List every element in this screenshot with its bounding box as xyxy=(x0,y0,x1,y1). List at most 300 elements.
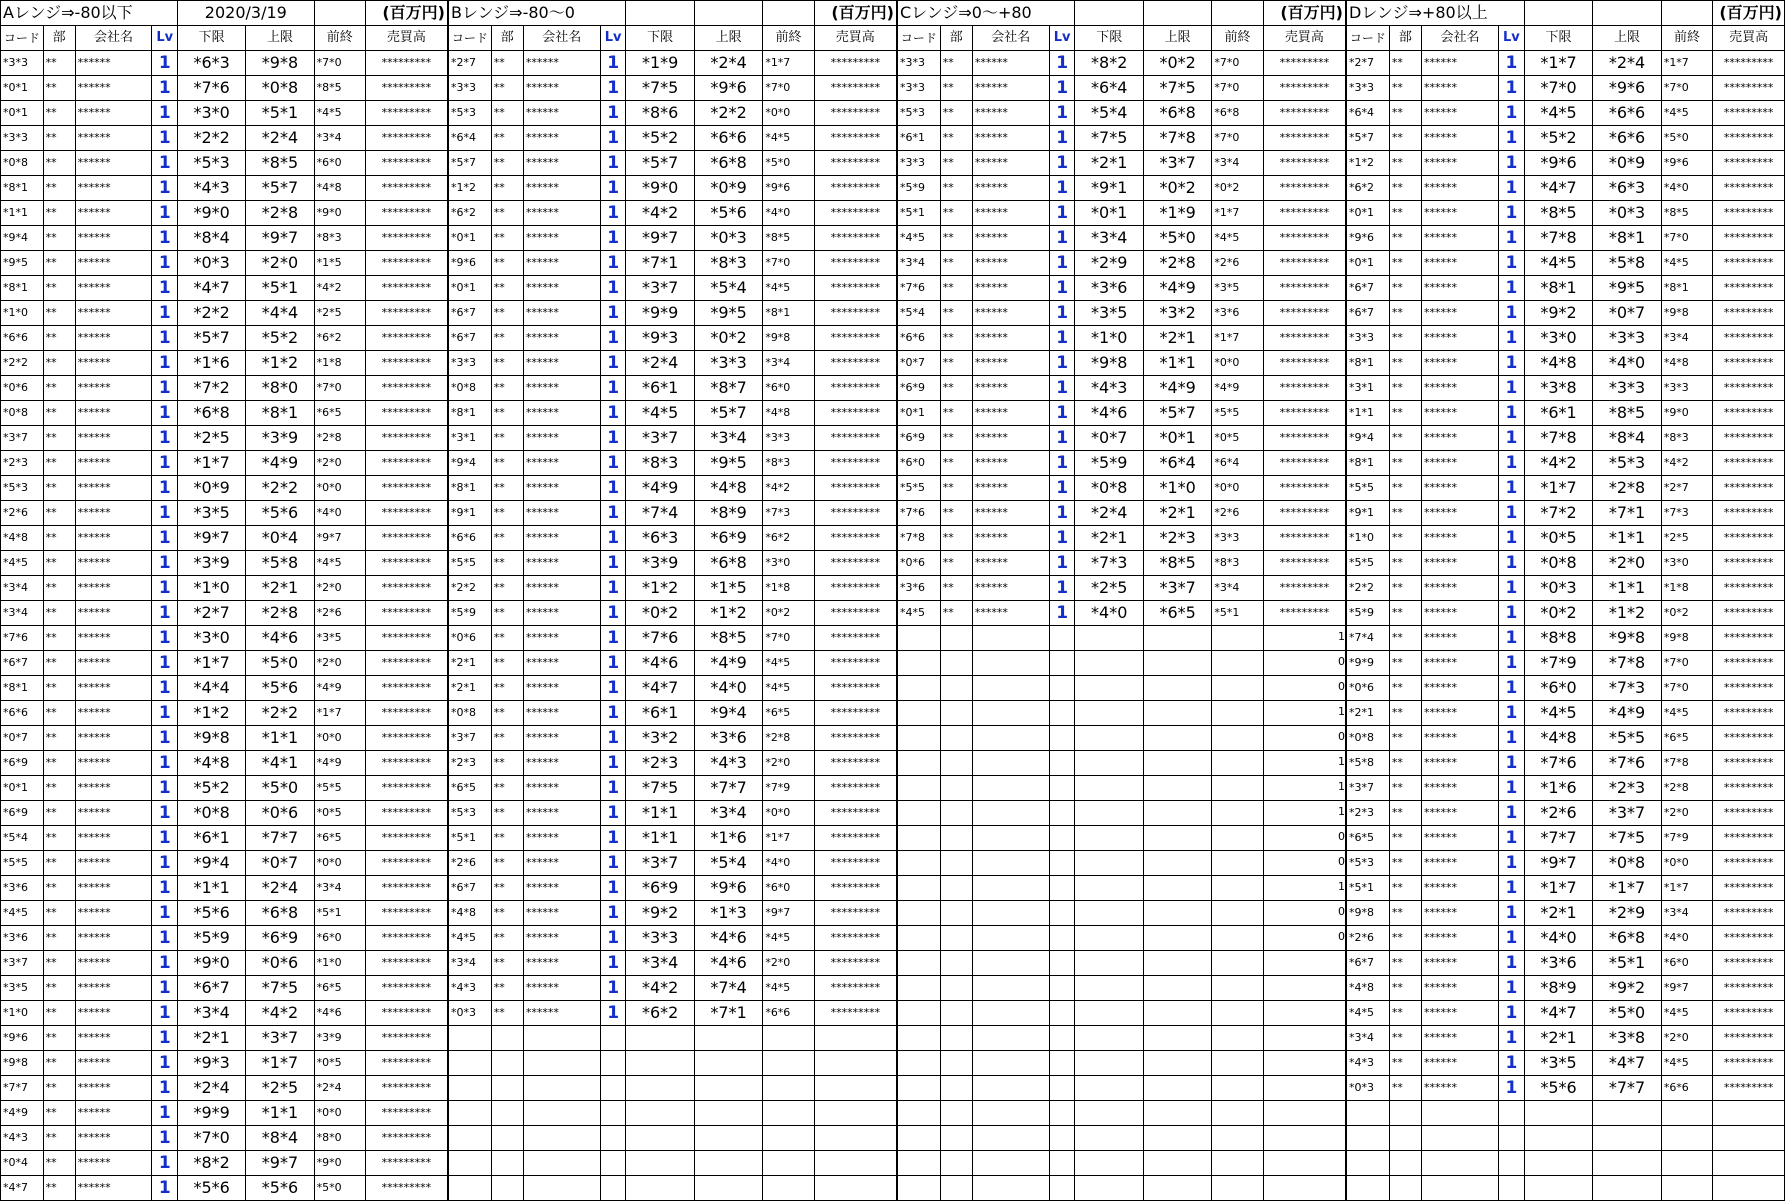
upper-limit: *3*7 xyxy=(1593,801,1662,826)
lower-limit: *3*0 xyxy=(178,626,246,651)
header-lower-limit: 下限 xyxy=(626,26,694,51)
trading-volume: ********* xyxy=(814,176,896,201)
range-a-table xyxy=(0,0,448,1201)
stock-division: ** xyxy=(940,176,972,201)
empty-cell xyxy=(1049,751,1075,776)
lower-limit: *9*8 xyxy=(1075,351,1143,376)
company-name: ****** xyxy=(523,601,600,626)
previous-close: *3*4 xyxy=(1212,151,1263,176)
stock-division: ** xyxy=(1389,301,1421,326)
row-flag: 0 xyxy=(1338,855,1345,868)
stock-code-text: *3*6 xyxy=(3,931,28,944)
trading-volume: ********* xyxy=(1263,301,1345,326)
lower-limit: *1*7 xyxy=(1524,51,1593,76)
empty-cell xyxy=(814,1176,896,1201)
stock-code-text: *3*4 xyxy=(900,256,925,269)
level-value: 1 xyxy=(152,376,178,401)
stock-division: ** xyxy=(1389,901,1421,926)
trading-volume: ********* xyxy=(365,451,447,476)
upper-limit: *2*1 xyxy=(246,576,314,601)
empty-cell xyxy=(763,1101,814,1126)
stock-code-text: *2*3 xyxy=(3,456,28,469)
stock-code-text: *5*1 xyxy=(900,206,925,219)
previous-close: *9*8 xyxy=(1661,301,1712,326)
empty-cell xyxy=(1389,1176,1421,1201)
stock-division: ** xyxy=(1389,126,1421,151)
previous-close: *6*0 xyxy=(763,376,814,401)
stock-division: ** xyxy=(940,451,972,476)
stock-code-text: *5*5 xyxy=(1349,556,1374,569)
level-value: 1 xyxy=(152,926,178,951)
upper-limit: *5*0 xyxy=(246,776,314,801)
lower-limit: *4*7 xyxy=(626,676,694,701)
empty-cell xyxy=(814,1076,896,1101)
stock-row xyxy=(1347,326,1785,351)
upper-limit: *8*1 xyxy=(246,401,314,426)
previous-close: *3*4 xyxy=(1212,576,1263,601)
empty-cell xyxy=(523,1051,600,1076)
stock-code-text: *3*3 xyxy=(451,81,476,94)
lower-limit: *5*9 xyxy=(178,926,246,951)
stock-code-text: *0*7 xyxy=(3,731,28,744)
company-name: ****** xyxy=(75,1026,152,1051)
previous-close: *9*6 xyxy=(1661,151,1712,176)
stock-code xyxy=(1347,576,1390,601)
stock-division: ** xyxy=(1389,351,1421,376)
upper-limit: *2*8 xyxy=(1143,251,1211,276)
empty-cell xyxy=(626,1126,694,1151)
stock-code-text: *5*5 xyxy=(451,556,476,569)
empty-cell xyxy=(940,926,972,951)
trading-volume: ********* xyxy=(1263,376,1345,401)
company-name: ****** xyxy=(1421,851,1498,876)
stock-row xyxy=(898,476,1346,501)
level-value: 1 xyxy=(1499,276,1525,301)
previous-close: *6*5 xyxy=(314,401,365,426)
upper-limit: *5*1 xyxy=(246,276,314,301)
stock-division: ** xyxy=(491,1001,523,1026)
stock-division: ** xyxy=(491,551,523,576)
stock-code-text: *0*6 xyxy=(451,631,476,644)
stock-code-text: *5*9 xyxy=(451,606,476,619)
upper-limit: *1*1 xyxy=(1593,576,1662,601)
lower-limit: *1*1 xyxy=(626,801,694,826)
lower-limit: *9*0 xyxy=(178,201,246,226)
stock-row xyxy=(1347,726,1785,751)
level-value: 1 xyxy=(600,201,626,226)
lower-limit: *4*8 xyxy=(178,751,246,776)
trading-volume: ********* xyxy=(814,501,896,526)
lower-limit: *3*6 xyxy=(1075,276,1143,301)
empty-cell xyxy=(449,1076,492,1101)
empty-cell xyxy=(1143,876,1211,901)
stock-code xyxy=(1,301,44,326)
stock-code xyxy=(449,951,492,976)
empty-cell xyxy=(1713,1176,1785,1201)
upper-limit: *0*1 xyxy=(1143,426,1211,451)
previous-close: *8*5 xyxy=(1661,201,1712,226)
stock-code xyxy=(449,626,492,651)
previous-close: *0*5 xyxy=(1212,426,1263,451)
empty-cell xyxy=(1263,976,1345,1001)
empty-cell xyxy=(972,951,1049,976)
previous-close: *3*5 xyxy=(314,626,365,651)
previous-close: *4*5 xyxy=(763,126,814,151)
company-name: ****** xyxy=(1421,151,1498,176)
empty-cell xyxy=(600,1176,626,1201)
upper-limit: *1*7 xyxy=(246,1051,314,1076)
stock-division: ** xyxy=(1389,801,1421,826)
lower-limit: *7*5 xyxy=(626,76,694,101)
stock-code xyxy=(1347,126,1390,151)
stock-code-text: *4*3 xyxy=(451,981,476,994)
stock-code xyxy=(1347,376,1390,401)
previous-close: *8*0 xyxy=(314,1126,365,1151)
lower-limit: *3*9 xyxy=(178,551,246,576)
empty-cell xyxy=(1143,651,1211,676)
company-name: ****** xyxy=(1421,976,1498,1001)
stock-division: ** xyxy=(43,701,75,726)
level-value: 1 xyxy=(1049,351,1075,376)
stock-division: ** xyxy=(43,901,75,926)
company-name: ****** xyxy=(523,501,600,526)
trading-volume: ********* xyxy=(1713,951,1785,976)
empty-cell xyxy=(898,876,941,901)
empty-cell xyxy=(1075,776,1143,801)
range-b-table xyxy=(448,0,897,1201)
empty-cell xyxy=(972,876,1049,901)
stock-division: ** xyxy=(940,226,972,251)
empty-cell xyxy=(940,851,972,876)
range-a-title: Aレンジ⇒-80以下 xyxy=(1,1,178,26)
trading-volume: ********* xyxy=(365,276,447,301)
stock-code xyxy=(449,201,492,226)
empty-cell xyxy=(314,1,365,26)
upper-limit: *0*7 xyxy=(246,851,314,876)
lower-limit: *3*4 xyxy=(626,951,694,976)
range-d-title-row xyxy=(1347,1,1785,26)
previous-close: *9*8 xyxy=(1661,626,1712,651)
trading-volume: ********* xyxy=(365,1076,447,1101)
trading-volume: ********* xyxy=(365,801,447,826)
stock-division: ** xyxy=(1389,326,1421,351)
empty-cell xyxy=(972,1101,1049,1126)
stock-code-text: *0*7 xyxy=(900,356,925,369)
empty-cell xyxy=(814,1151,896,1176)
empty-row xyxy=(898,901,1346,926)
level-value: 1 xyxy=(1049,176,1075,201)
trading-volume: ********* xyxy=(1713,426,1785,451)
lower-limit: *2*6 xyxy=(1524,801,1593,826)
company-name: ****** xyxy=(75,351,152,376)
previous-close: *8*3 xyxy=(763,451,814,476)
empty-cell xyxy=(1049,1076,1075,1101)
empty-cell xyxy=(1143,1,1211,26)
lower-limit: *2*1 xyxy=(1524,1026,1593,1051)
empty-cell xyxy=(814,1026,896,1051)
stock-code xyxy=(1347,601,1390,626)
empty-cell xyxy=(1499,1176,1525,1201)
stock-division: ** xyxy=(491,326,523,351)
header-lower-limit: 下限 xyxy=(178,26,246,51)
trading-volume: ********* xyxy=(814,976,896,1001)
trading-volume: ********* xyxy=(1713,751,1785,776)
stock-code xyxy=(898,301,941,326)
empty-cell xyxy=(1593,1126,1662,1151)
trading-volume: ********* xyxy=(1713,376,1785,401)
trading-volume: ********* xyxy=(814,876,896,901)
lower-limit: *2*4 xyxy=(1075,501,1143,526)
stock-division: ** xyxy=(1389,151,1421,176)
empty-cell xyxy=(449,1051,492,1076)
stock-division: ** xyxy=(940,576,972,601)
empty-cell xyxy=(940,776,972,801)
empty-cell xyxy=(1075,626,1143,651)
empty-cell xyxy=(523,1076,600,1101)
header-company-name: 会社名 xyxy=(972,26,1049,51)
header-company-name: 会社名 xyxy=(523,26,600,51)
stock-row xyxy=(898,151,1346,176)
previous-close: *0*5 xyxy=(314,801,365,826)
stock-division: ** xyxy=(1389,1076,1421,1101)
stock-code-text: *5*3 xyxy=(451,106,476,119)
stock-row xyxy=(898,251,1346,276)
stock-code-text: *2*2 xyxy=(451,581,476,594)
empty-cell xyxy=(1075,1026,1143,1051)
empty-cell xyxy=(972,676,1049,701)
stock-code-text: *3*3 xyxy=(1349,81,1374,94)
stock-row xyxy=(1347,201,1785,226)
empty-cell xyxy=(626,1151,694,1176)
stock-row xyxy=(449,426,897,451)
range-c-header-row xyxy=(898,26,1346,51)
company-name: ****** xyxy=(972,76,1049,101)
upper-limit: *2*2 xyxy=(246,701,314,726)
stock-code-text: *5*7 xyxy=(1349,131,1374,144)
company-name: ****** xyxy=(1421,651,1498,676)
stock-row xyxy=(898,426,1346,451)
row-flag: 0 xyxy=(1338,905,1345,918)
stock-code-text: *0*8 xyxy=(451,381,476,394)
stock-division: ** xyxy=(940,551,972,576)
range-d-title: Dレンジ⇒+80以上 xyxy=(1347,1,1525,26)
lower-limit: *0*1 xyxy=(1075,201,1143,226)
empty-cell xyxy=(449,1126,492,1151)
level-value: 1 xyxy=(1499,976,1525,1001)
stock-code-text: *3*5 xyxy=(3,981,28,994)
stock-division: ** xyxy=(940,601,972,626)
level-value: 1 xyxy=(1049,151,1075,176)
upper-limit: *9*5 xyxy=(1593,276,1662,301)
stock-code xyxy=(1,176,44,201)
upper-limit: *7*7 xyxy=(246,826,314,851)
trading-volume: ********* xyxy=(365,551,447,576)
company-name: ****** xyxy=(1421,201,1498,226)
level-value: 1 xyxy=(1499,576,1525,601)
lower-limit: *7*5 xyxy=(626,776,694,801)
lower-limit: *3*0 xyxy=(178,101,246,126)
level-value: 1 xyxy=(1499,226,1525,251)
stock-row xyxy=(1347,76,1785,101)
stock-code xyxy=(898,226,941,251)
range-a-title-row xyxy=(1,1,448,26)
company-name: ****** xyxy=(523,901,600,926)
upper-limit: *6*6 xyxy=(694,126,762,151)
company-name: ****** xyxy=(1421,301,1498,326)
stock-division: ** xyxy=(43,601,75,626)
stock-code-text: *4*9 xyxy=(3,1106,28,1119)
stock-division: ** xyxy=(1389,626,1421,651)
empty-cell xyxy=(600,1076,626,1101)
stock-code xyxy=(1347,101,1390,126)
stock-code xyxy=(1,751,44,776)
stock-row xyxy=(1,576,448,601)
trading-volume: ********* xyxy=(1713,1026,1785,1051)
stock-row xyxy=(1,201,448,226)
empty-cell xyxy=(1212,801,1263,826)
stock-row xyxy=(1,1126,448,1151)
trading-volume: ********* xyxy=(365,426,447,451)
lower-limit: *9*0 xyxy=(178,951,246,976)
trading-volume: ********* xyxy=(1263,426,1345,451)
stock-division: ** xyxy=(491,226,523,251)
empty-cell xyxy=(1075,926,1143,951)
header-company-name: 会社名 xyxy=(75,26,152,51)
stock-code-text: *6*7 xyxy=(1349,306,1374,319)
company-name: ****** xyxy=(1421,951,1498,976)
stock-row xyxy=(898,601,1346,626)
stock-code xyxy=(449,226,492,251)
stock-code-text: *0*1 xyxy=(451,231,476,244)
empty-row xyxy=(898,976,1346,1001)
empty-cell xyxy=(1263,951,1345,976)
empty-cell xyxy=(1143,926,1211,951)
stock-code xyxy=(1347,551,1390,576)
stock-code xyxy=(1338,701,1390,726)
stock-division: ** xyxy=(43,926,75,951)
stock-code-text: *3*7 xyxy=(451,731,476,744)
stock-code xyxy=(1338,626,1390,651)
lower-limit: *4*0 xyxy=(1075,601,1143,626)
trading-volume: ********* xyxy=(1713,326,1785,351)
stock-row xyxy=(1347,851,1785,876)
trading-volume: ********* xyxy=(365,326,447,351)
header-previous-close: 前終 xyxy=(314,26,365,51)
stock-row xyxy=(1347,176,1785,201)
empty-cell xyxy=(1347,1176,1390,1201)
stock-row xyxy=(1347,626,1785,651)
trading-volume: ********* xyxy=(365,126,447,151)
empty-cell xyxy=(1075,726,1143,751)
range-c-title: Cレンジ⇒0～+80 xyxy=(898,1,1075,26)
stock-code xyxy=(898,151,941,176)
level-value: 1 xyxy=(600,76,626,101)
upper-limit: *3*7 xyxy=(1143,151,1211,176)
upper-limit: *2*0 xyxy=(1593,551,1662,576)
stock-row xyxy=(898,276,1346,301)
previous-close: *2*8 xyxy=(763,726,814,751)
lower-limit: *7*6 xyxy=(178,76,246,101)
company-name: ****** xyxy=(972,201,1049,226)
stock-row xyxy=(1347,676,1785,701)
stock-code xyxy=(1,376,44,401)
stock-code-text: *3*3 xyxy=(3,131,28,144)
trading-volume: ********* xyxy=(365,1126,447,1151)
stock-division: ** xyxy=(43,1076,75,1101)
lower-limit: *7*9 xyxy=(1524,651,1593,676)
stock-code-text: *9*8 xyxy=(3,1056,28,1069)
empty-cell xyxy=(1049,876,1075,901)
empty-row xyxy=(449,1026,897,1051)
lower-limit: *9*8 xyxy=(178,726,246,751)
stock-row xyxy=(1,651,448,676)
stock-code-text: *7*7 xyxy=(3,1081,28,1094)
stock-code-text: *6*7 xyxy=(451,306,476,319)
empty-cell xyxy=(1263,1026,1345,1051)
level-value: 1 xyxy=(1049,251,1075,276)
empty-cell xyxy=(763,1126,814,1151)
stock-code-text: *8*1 xyxy=(3,281,28,294)
stock-code xyxy=(1,876,44,901)
stock-code xyxy=(898,501,941,526)
upper-limit: *5*3 xyxy=(1593,451,1662,476)
stock-code xyxy=(449,251,492,276)
empty-row xyxy=(898,851,1346,876)
stock-code-text: *6*6 xyxy=(3,331,28,344)
range-c-title-row xyxy=(898,1,1346,26)
level-value: 1 xyxy=(1049,226,1075,251)
previous-close: *0*0 xyxy=(1661,851,1712,876)
company-name: ****** xyxy=(75,451,152,476)
stock-division: ** xyxy=(491,676,523,701)
upper-limit: *7*5 xyxy=(246,976,314,1001)
level-value: 1 xyxy=(152,201,178,226)
stock-code xyxy=(1,1126,44,1151)
company-name: ****** xyxy=(1421,351,1498,376)
trading-volume: ********* xyxy=(365,51,447,76)
stock-row xyxy=(1347,526,1785,551)
stock-code xyxy=(449,351,492,376)
empty-row xyxy=(898,1026,1346,1051)
stock-code-text: *6*9 xyxy=(3,756,28,769)
level-value: 1 xyxy=(1499,951,1525,976)
empty-cell xyxy=(898,801,941,826)
empty-cell xyxy=(1263,701,1345,726)
company-name: ****** xyxy=(75,426,152,451)
upper-limit: *4*9 xyxy=(1143,376,1211,401)
upper-limit: *4*3 xyxy=(694,751,762,776)
previous-close: *6*8 xyxy=(1212,101,1263,126)
empty-cell xyxy=(940,1001,972,1026)
stock-division: ** xyxy=(491,976,523,1001)
stock-row xyxy=(449,476,897,501)
upper-limit: *8*7 xyxy=(694,376,762,401)
trading-volume: ********* xyxy=(814,776,896,801)
header-division: 部 xyxy=(43,26,75,51)
lower-limit: *1*0 xyxy=(1075,326,1143,351)
empty-cell xyxy=(898,1151,941,1176)
stock-code xyxy=(449,851,492,876)
level-value: 1 xyxy=(600,726,626,751)
level-value: 1 xyxy=(600,676,626,701)
upper-limit: *2*1 xyxy=(1143,501,1211,526)
upper-limit: *5*4 xyxy=(694,276,762,301)
previous-close: *3*9 xyxy=(314,1026,365,1051)
stock-code-text: *1*0 xyxy=(3,306,28,319)
upper-limit: *4*8 xyxy=(694,476,762,501)
stock-code xyxy=(449,776,492,801)
row-flag: 1 xyxy=(1338,630,1345,643)
